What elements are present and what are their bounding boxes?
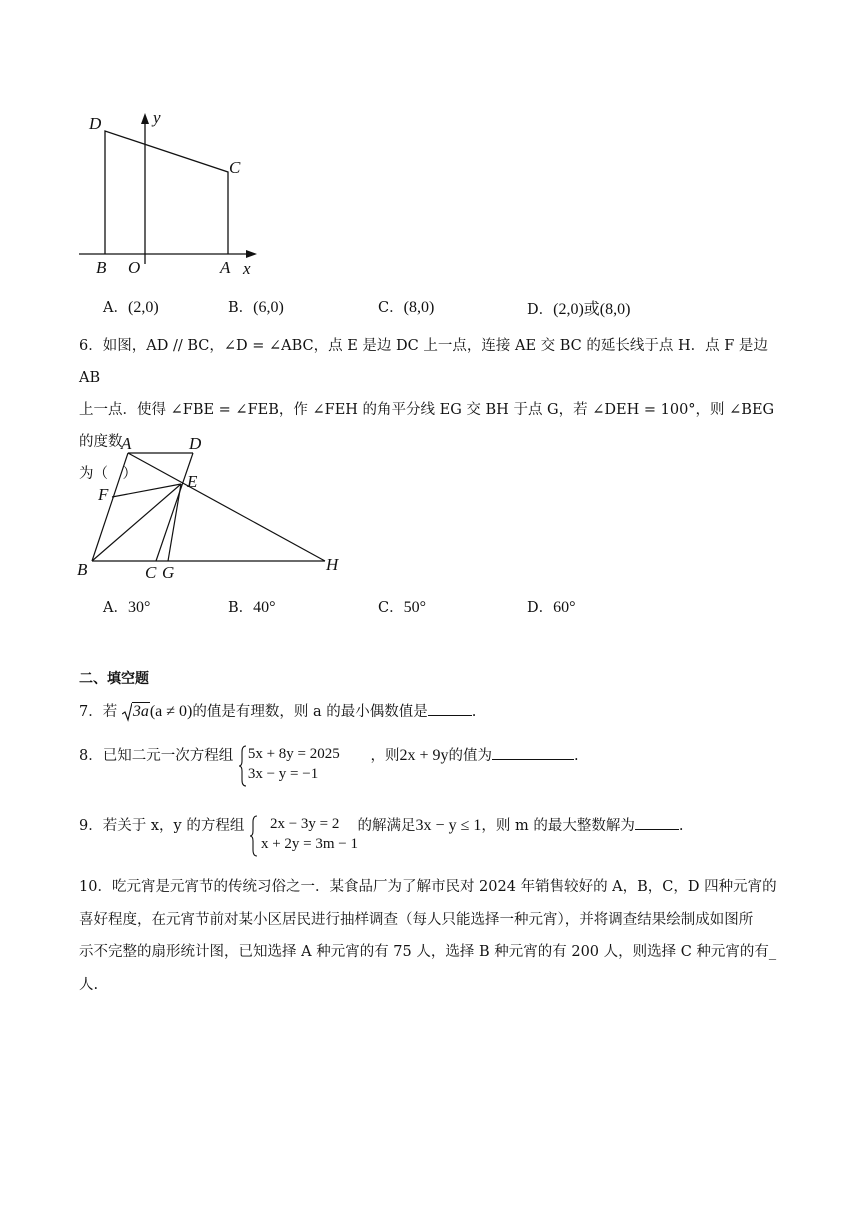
y-axis-arrow-icon xyxy=(141,113,149,124)
q6-option-c[interactable]: C．50° xyxy=(378,599,427,616)
label-e: E xyxy=(187,472,198,491)
q6-option-b[interactable]: B．40° xyxy=(228,599,276,616)
label-x: x xyxy=(243,259,251,278)
q10-line-4: 人. xyxy=(79,976,99,993)
q5-option-a[interactable]: A．(2,0) xyxy=(103,299,159,316)
x-axis-arrow-icon xyxy=(246,250,257,258)
q10-line-2: 喜好程度，在元宵节前对某小区居民进行抽样调查（每人只能选择一种元宵），并将调查结果绘制成如图所 xyxy=(79,911,754,928)
q9-equation-system xyxy=(249,814,358,858)
q7-answer-blank[interactable] xyxy=(428,700,472,716)
segment-fe xyxy=(112,484,181,497)
q5-option-b[interactable]: B．(6,0) xyxy=(228,299,284,316)
section-heading-fill-in: 二、填空题 xyxy=(79,671,149,687)
q10-line-3: 示不完整的扇形统计图，已知选择 A 种元宵的有 75 人，选择 B 种元宵的有 200 人，则选择 C 种元宵的有_ xyxy=(79,944,777,960)
label-o: O xyxy=(128,258,141,277)
left-brace-icon xyxy=(238,744,248,788)
q9-question: 9．若关于 x，y 的方程组 2x − 3y = 2 x + 2y = 3m − 1 的解满足3x − y ≤ 1，则 m 的最大整数解为 . xyxy=(79,814,683,860)
q7-question: 7．若 3a(a ≠ 0)的值是有理数，则 a 的最小偶数值是 . xyxy=(79,700,476,721)
sqrt-3a: 3a xyxy=(122,703,150,721)
q10-line-1: 10．吃元宵是元宵节的传统习俗之一．某食品厂为了解市民对 2024 年销售较好的 A，B，C，D 四种元宵的 xyxy=(79,879,777,895)
label-d: D xyxy=(189,434,202,453)
label-b: B xyxy=(96,258,107,277)
q6-line-2: 上一点．使得 ∠FBE = ∠FEB，作 ∠FEH 的角平分线 EG 交 BH 于点 G，若 ∠DEH = 100°，则 ∠BEG 的度数 xyxy=(79,402,775,450)
q8-eq2: 3x − y = −1 xyxy=(247,766,319,782)
q6-geometry-figure xyxy=(75,432,350,584)
left-brace-icon xyxy=(249,814,259,858)
q8-answer-blank[interactable] xyxy=(492,744,574,760)
q5-coordinate-figure xyxy=(75,108,265,280)
q6-option-d[interactable]: D．60° xyxy=(527,599,576,616)
label-a: A xyxy=(220,258,231,277)
label-a: A xyxy=(121,434,132,453)
q6-line-1: 6．如图，AD // BC，∠D = ∠ABC，点 E 是边 DC 上一点，连接 AE 交 BC 的延长线于点 H．点 F 是边 AB xyxy=(79,338,768,386)
label-y: y xyxy=(153,108,161,127)
q8-question: 8．已知二元一次方程组 5x + 8y = 2025 3x − y = −1 ，则2x + 9y的值为 . xyxy=(79,744,579,790)
q6-line-3: 为（ ） xyxy=(79,466,137,482)
q9-eq2: x + 2y = 3m − 1 xyxy=(260,836,358,852)
label-b: B xyxy=(77,560,88,579)
label-h: H xyxy=(326,555,339,574)
trapezoid-abcd xyxy=(105,131,228,254)
segment-eg xyxy=(168,484,181,561)
q5-option-c[interactable]: C．(8,0) xyxy=(378,299,435,316)
q8-eq1: 5x + 8y = 2025 xyxy=(247,746,340,762)
radical-sign-icon xyxy=(122,702,132,722)
label-c: C xyxy=(145,563,157,582)
segment-ah xyxy=(128,453,325,561)
label-g: G xyxy=(162,563,175,582)
q5-option-d[interactable]: D．(2,0)或(8,0) xyxy=(527,301,631,318)
segment-dc xyxy=(156,453,193,561)
q8-equation-system xyxy=(238,744,366,788)
label-d: D xyxy=(89,114,102,133)
q9-eq1: 2x − 3y = 2 xyxy=(269,816,340,832)
label-f: F xyxy=(98,485,109,504)
q9-answer-blank[interactable] xyxy=(635,814,679,830)
q10-question xyxy=(79,871,784,1001)
label-c: C xyxy=(229,158,241,177)
q6-option-a[interactable]: A．30° xyxy=(103,599,151,616)
